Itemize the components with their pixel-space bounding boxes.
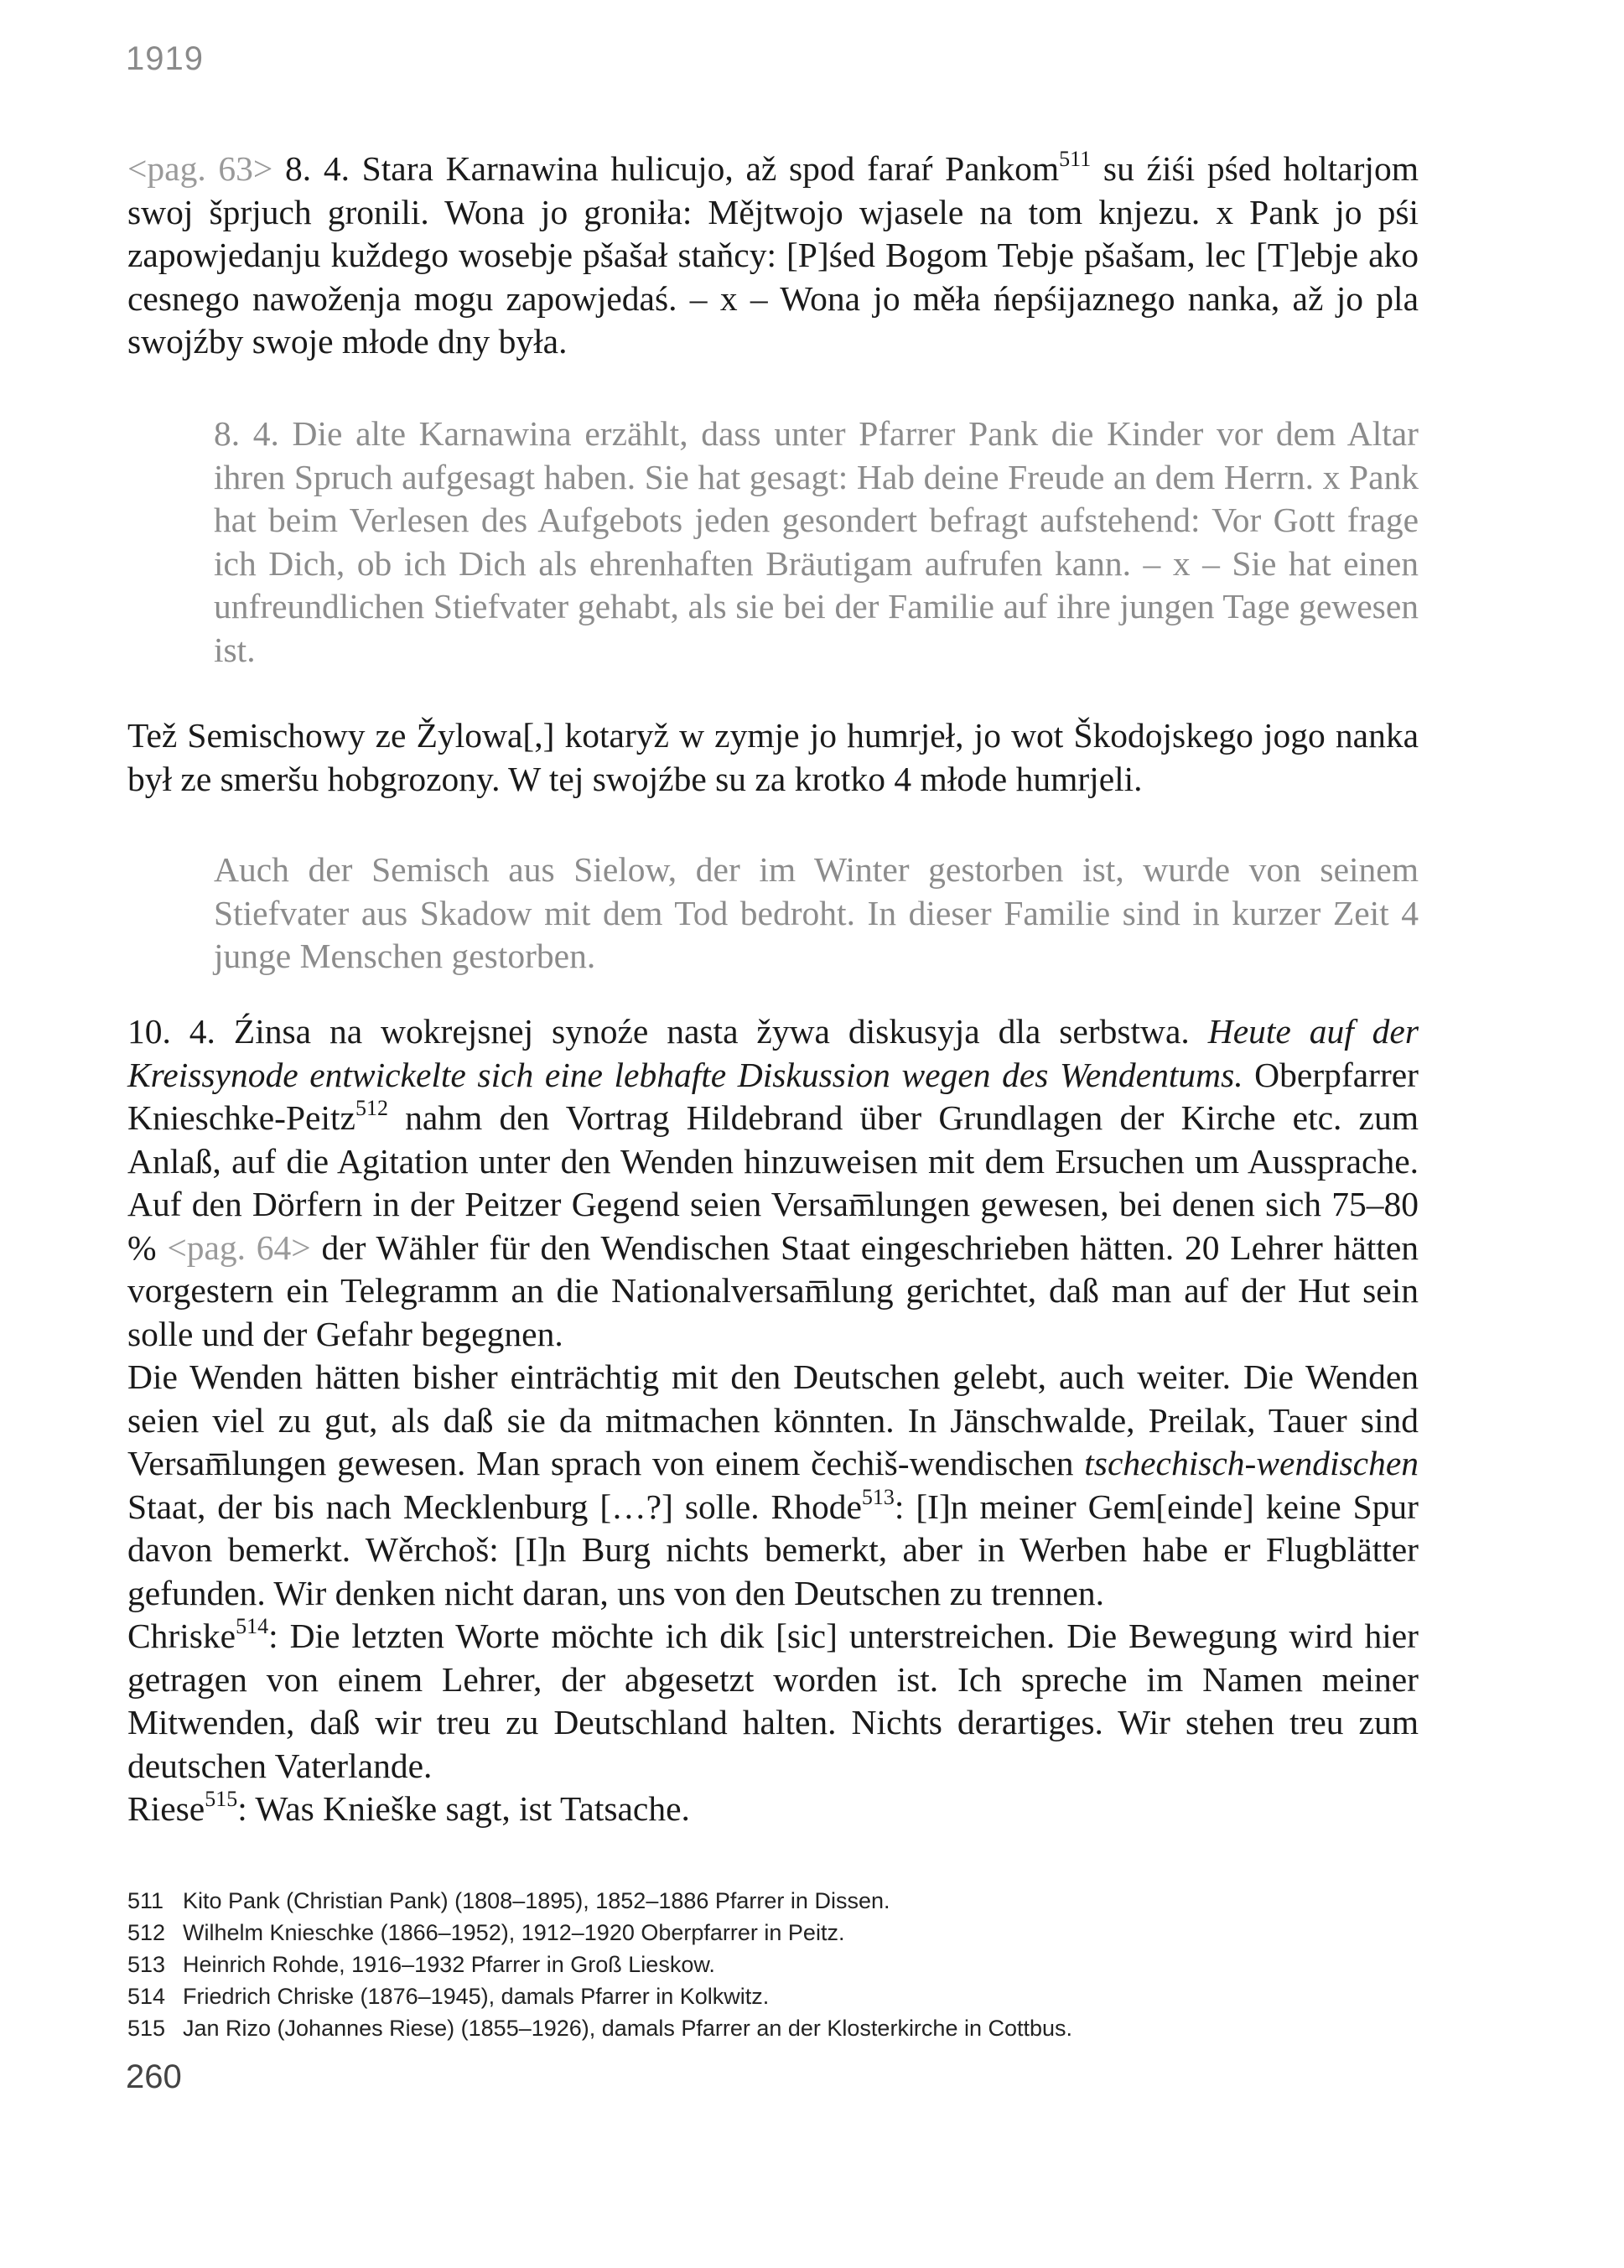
text-segment: der Wähler für den Wendischen Staat eingeschrieben hätten. 20 Lehrer hätten vorgestern ein Telegramm an die Nationalversam̅lung gerichtet, daß man auf der Hut sein solle und der Gefahr begegnen. bbox=[127, 1227, 1419, 1353]
footnote-text: Kito Pank (Christian Pank) (1808–1895), 1852–1886 Pfarrer in Dissen. bbox=[183, 1888, 890, 1913]
text-segment: : Was Knieške sagt, ist Tatsache. bbox=[237, 1789, 690, 1828]
footnote-ref-514[interactable]: 514 bbox=[236, 1614, 269, 1638]
footnote-text: Heinrich Rohde, 1916–1932 Pfarrer in Groß Lieskow. bbox=[183, 1952, 715, 1977]
footnote-text: Friedrich Chriske (1876–1945), damals Pfarrer in Kolkwitz. bbox=[183, 1984, 770, 2009]
footnote-ref-515[interactable]: 515 bbox=[205, 1787, 238, 1811]
paragraph: 8. 4. Die alte Karnawina erzählt, dass unter Pfarrer Pank die Kinder vor dem Altar ihren Spruch aufgesagt haben. Sie hat gesagt: Hab deine Freude an dem Herrn. x Pank hat beim Verlesen des Aufgebots jeden gesondert befragt aufstehend: Vor Gott frage ich Dich, ob ich Dich als ehrenhaften Bräutigam aufrufen kann. – x – Sie hat einen unfreundlichen Stiefvater gehabt, als sie bei der Familie auf ihre jungen Tage gewesen ist. bbox=[214, 414, 1419, 669]
footnote-number: 514 bbox=[127, 1984, 166, 2009]
entry-8-4-german-translation bbox=[214, 413, 1419, 672]
footnote-513 bbox=[127, 1949, 1419, 1980]
text-segment: 8. 4. Stara Karnawina hulicujo, až spod faraŕ Pankom bbox=[272, 149, 1060, 188]
entry-8-4-sorbian bbox=[127, 148, 1419, 364]
footnote-text: Wilhelm Knieschke (1866–1952), 1912–1920 Oberpfarrer in Peitz. bbox=[183, 1920, 845, 1945]
footnote-ref-512[interactable]: 512 bbox=[355, 1096, 388, 1120]
text-segment: Chriske bbox=[127, 1617, 236, 1655]
paragraph: Tež Semischowy ze Žylowa[,] kotaryž w zymje jo humrjeł, jo wot Škodojskego jogo nanka był ze smeršu hobgrozony. W tej swojźbe su za krotko 4 młode humrjeli. bbox=[127, 716, 1419, 798]
footnote-515 bbox=[127, 2012, 1419, 2044]
page-reference: <pag. 64> bbox=[167, 1227, 311, 1267]
footnote-514 bbox=[127, 1980, 1419, 2012]
page-number: 260 bbox=[126, 2058, 182, 2095]
footnote-ref-511[interactable]: 511 bbox=[1059, 147, 1092, 171]
text-segment: Riese bbox=[127, 1789, 205, 1828]
text-segment: Die Wenden hätten bisher einträchtig mit den Deutschen gelebt, auch weiter. Die Wenden seien viel zu gut, als daß sie da mitmachen könnten. In Jänschwalde, Preilak, Tauer sind Versam̅lungen gewesen. Man sprach von einem čechiš-wendischen bbox=[127, 1357, 1419, 1482]
text-segment: su źiśi pśed holtarjom swoj šprjuch gronili. Wona jo groniła: Mějtwojo wjasele na tom knjezu. x Pank jo pśi zapowjedanju kuždego wosebje pšašał staňcy: [P]śed Bogom Tebje pšašam, lec [T]ebje ako cesnego nawoženja mogu zapowjedaś. – x – Wona jo měła ńepśijaznego nanka, až jo pla swojźby swoje młode dny była. bbox=[127, 149, 1419, 361]
footnote-number: 513 bbox=[127, 1952, 166, 1977]
paragraph bbox=[127, 148, 1419, 364]
running-head-year: 1919 bbox=[126, 40, 204, 77]
footnote-number: 512 bbox=[127, 1920, 166, 1945]
footnote-512 bbox=[127, 1917, 1419, 1949]
text-segment: nahm den Vortrag Hildebrand über Grundlagen der Kirche etc. zum Anlaß, auf die Agitation unter den Wenden hinzuweisen mit dem Ersuchen um Aussprache. Auf den Dörfern in der Peitzer Gegend seien Versam̅lungen gewesen, bei denen sich 75–80 % bbox=[127, 1098, 1419, 1267]
entry-semisch-sorbian bbox=[127, 714, 1419, 801]
text-segment: : [I]n meiner Gem[einde] keine Spur davon bemerkt. Wěrchoš: [I]n Burg nichts bemerkt, aber in Werben habe er Flugblätter gefunden. Wir denken nicht daran, uns von den Deutschen zu trennen. bbox=[127, 1487, 1419, 1612]
footnote-text: Jan Rizo (Johannes Riese) (1855–1926), damals Pfarrer an der Klosterkirche in Cottbus. bbox=[183, 2016, 1073, 2041]
entry-semisch-german-translation bbox=[214, 849, 1419, 978]
footnote-511 bbox=[127, 1885, 1419, 1917]
paragraph bbox=[127, 1615, 1419, 1788]
entry-10-4 bbox=[127, 1010, 1419, 1831]
page-reference: <pag. 63> bbox=[127, 149, 273, 188]
footnotes bbox=[127, 1885, 1419, 2044]
paragraph: Auch der Semisch aus Sielow, der im Winter gestorben ist, wurde von seinem Stiefvater aus Skadow mit dem Tod bedroht. In dieser Familie sind in kurzer Zeit 4 junge Menschen gestorben. bbox=[214, 850, 1419, 975]
footnote-ref-513[interactable]: 513 bbox=[861, 1484, 895, 1509]
paragraph bbox=[127, 1010, 1419, 1356]
text-segment: : Die letzten Worte möchte ich dik [sic] unterstreichen. Die Bewegung wird hier getragen von einem Lehrer, der abgesetzt worden ist. Ich spreche im Namen meiner Mitwenden, daß wir treu zu Deutschland halten. Nichts derartiges. Wir stehen treu zum deutschen Vaterlande. bbox=[127, 1617, 1419, 1785]
paragraph bbox=[127, 1788, 1419, 1831]
paragraph bbox=[127, 1356, 1419, 1615]
italic-translation: tschechisch-wendischen bbox=[1084, 1444, 1419, 1482]
text-segment: Staat, der bis nach Mecklenburg […?] solle. Rhode bbox=[127, 1487, 862, 1526]
text-segment: Oberpfarrer Knieschke-Peitz bbox=[127, 1055, 1419, 1137]
italic-translation: Heute auf der Kreissynode entwickelte sich eine lebhafte Diskussion wegen des Wendentums. bbox=[127, 1012, 1419, 1094]
text-segment: 10. 4. Źinsa na wokrejsnej synoźe nasta žywa diskusyja dla serbstwa. bbox=[127, 1012, 1208, 1051]
footnote-number: 515 bbox=[127, 2016, 166, 2041]
footnote-number: 511 bbox=[127, 1888, 164, 1913]
